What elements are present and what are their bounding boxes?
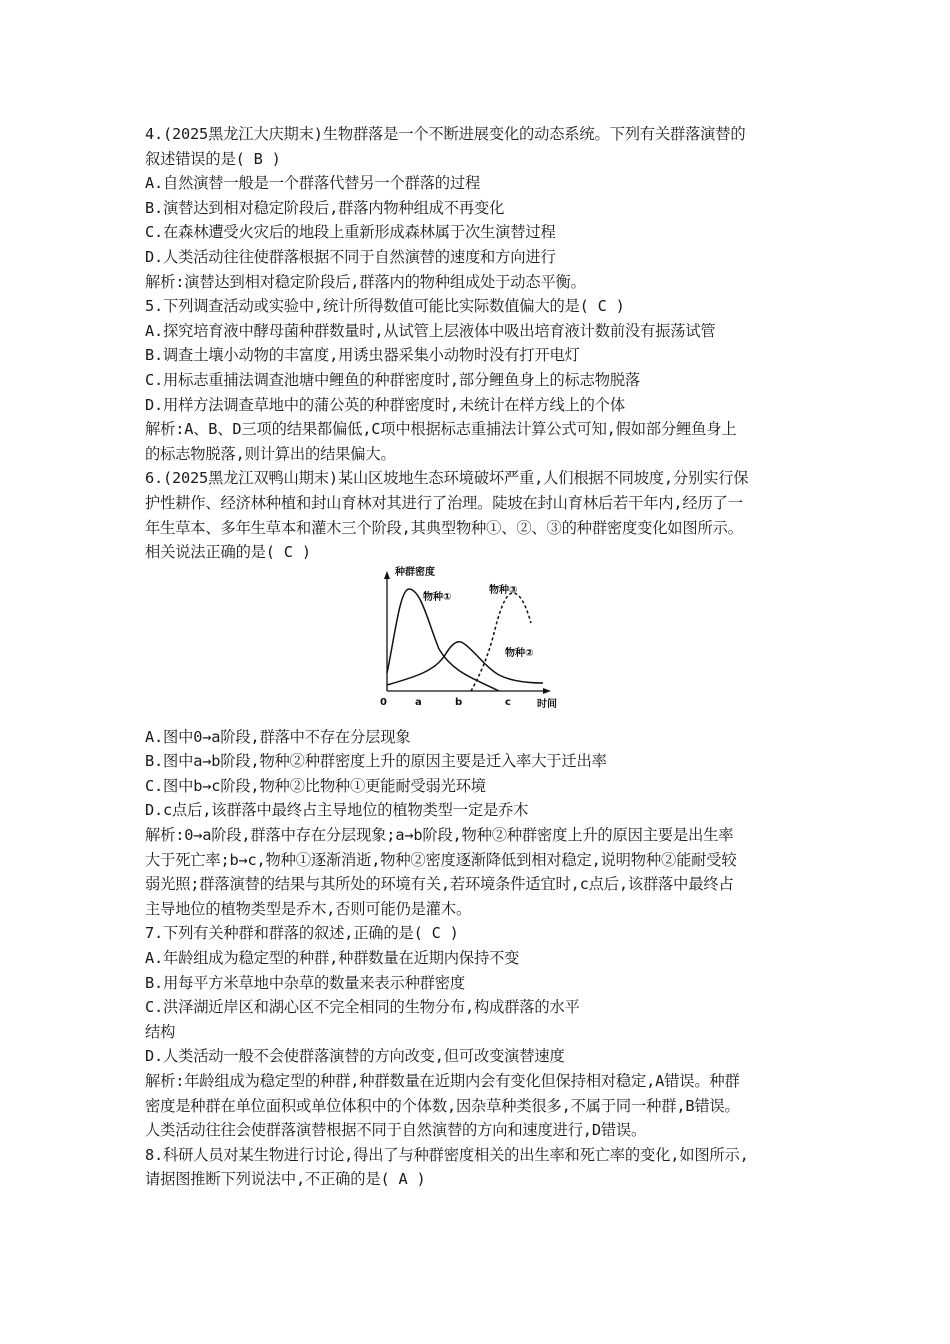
text-line: D.人类活动往往使群落根据不同于自然演替的速度和方向进行 — [145, 247, 556, 266]
population-density-graph — [375, 565, 575, 725]
tick-label-b: b — [455, 696, 463, 708]
text-line: D.c点后,该群落中最终占主导地位的植物类型一定是乔木 — [145, 801, 529, 820]
text-line: A.图中0→a阶段,群落中不存在分层现象 — [145, 727, 411, 746]
text-line: 解析:年龄组成为稳定型的种群,种群数量在近期内会有变化但保持相对稳定,A错误。种群 — [145, 1072, 740, 1090]
text-line: C.图中b→c阶段,物种②比物种①更能耐受弱光环境 — [145, 776, 486, 795]
text-line: 4.(2025黑龙江大庆期末)生物群落是一个不断进展变化的动态系统。下列有关群落演替的 — [145, 125, 746, 143]
text-line: 5.下列调查活动或实验中,统计所得数值可能比实际数值偏大的是( C ) — [145, 297, 625, 316]
species3-label: 物种③ — [489, 584, 518, 596]
text-line: B.图中a→b阶段,物种②种群密度上升的原因主要是迁入率大于迁出率 — [145, 752, 607, 771]
species1-curve — [387, 589, 499, 691]
x-axis-arrow — [543, 688, 551, 694]
tick-label-a: a — [415, 696, 422, 708]
y-axis-arrow — [384, 571, 390, 579]
species1-label: 物种① — [423, 591, 452, 603]
text-line: A.年龄组成为稳定型的种群,种群数量在近期内保持不变 — [145, 949, 520, 968]
text-line: 解析:演替达到相对稳定阶段后,群落内的物种组成处于动态平衡。 — [145, 272, 586, 291]
population-density-figure — [145, 565, 815, 725]
text-line: 结构 — [145, 1022, 176, 1041]
text-line: A.自然演替一般是一个群落代替另一个群落的过程 — [145, 174, 481, 193]
text-line: 主导地位的植物类型是乔木,否则可能仍是灌木。 — [145, 899, 472, 918]
text-line: B.调查土壤小动物的丰富度,用诱虫器采集小动物时没有打开电灯 — [145, 346, 580, 365]
text-line: 解析:0→a阶段,群落中存在分层现象;a→b阶段,物种②种群密度上升的原因主要是出生率 — [145, 826, 734, 845]
text-line: A.探究培育液中酵母菌种群数量时,从试管上层液体中吸出培育液计数前没有振荡试管 — [145, 321, 716, 340]
text-line: 7.下列有关种群和群落的叙述,正确的是( C ) — [145, 924, 459, 943]
text-line: 人类活动往往会使群落演替根据不同于自然演替的方向和速度进行,D错误。 — [145, 1121, 647, 1140]
text-line: 密度是种群在单位面积或单位体积中的个体数,因杂草种类很多,不属于同一种群,B错误。 — [145, 1096, 740, 1115]
text-line: B.用每平方米草地中杂草的数量来表示种群密度 — [145, 973, 465, 992]
text-line: C.在森林遭受火灾后的地段上重新形成森林属于次生演替过程 — [145, 223, 556, 242]
text-line: 解析:A、B、D三项的结果都偏低,C项中根据标志重捕法计算公式可知,假如部分鲤鱼身上 — [145, 420, 737, 439]
species2-label: 物种② — [505, 647, 534, 659]
tick-label-c: c — [505, 696, 511, 708]
text-line: 请据图推断下列说法中,不正确的是( A ) — [145, 1170, 426, 1189]
x-axis-label: 时间 — [537, 698, 557, 710]
text-line: 的标志物脱落,则计算出的结果偏大。 — [145, 444, 396, 463]
text-line: 弱光照;群落演替的结果与其所处的环境有关,若环境条件适宜时,c点后,该群落中最终占 — [145, 875, 734, 894]
text-line: 大于死亡率;b→c,物种①逐渐消逝,物种②密度逐渐降低到相对稳定,说明物种②能耐受较 — [145, 850, 737, 869]
text-line: C.用标志重捕法调查池塘中鲤鱼的种群密度时,部分鲤鱼身上的标志物脱落 — [145, 370, 641, 389]
y-axis-label: 种群密度 — [395, 566, 435, 578]
text-line: 护性耕作、经济林种植和封山育林对其进行了治理。陡坡在封山育林后若干年内,经历了一 — [145, 493, 743, 512]
text-line: 叙述错误的是( B ) — [145, 149, 281, 168]
text-line: C.洪泽湖近岸区和湖心区不完全相同的生物分布,构成群落的水平 — [145, 998, 580, 1017]
document-page — [145, 122, 815, 1192]
text-line: 8.科研人员对某生物进行讨论,得出了与种群密度相关的出生率和死亡率的变化,如图所示, — [145, 1145, 749, 1164]
origin-label: 0 — [380, 696, 387, 708]
text-line: 6.(2025黑龙江双鸭山期末)某山区坡地生态环境破坏严重,人们根据不同坡度,分别实行保 — [145, 469, 749, 488]
text-line: 相关说法正确的是( C ) — [145, 543, 311, 562]
text-line: D.人类活动一般不会使群落演替的方向改变,但可改变演替速度 — [145, 1047, 565, 1066]
text-line: B.演替达到相对稳定阶段后,群落内物种组成不再变化 — [145, 198, 505, 217]
text-line: 年生草本、多年生草本和灌木三个阶段,其典型物种①、②、③的种群密度变化如图所示。 — [145, 518, 743, 537]
text-line: D.用样方法调查草地中的蒲公英的种群密度时,未统计在样方线上的个体 — [145, 395, 625, 414]
